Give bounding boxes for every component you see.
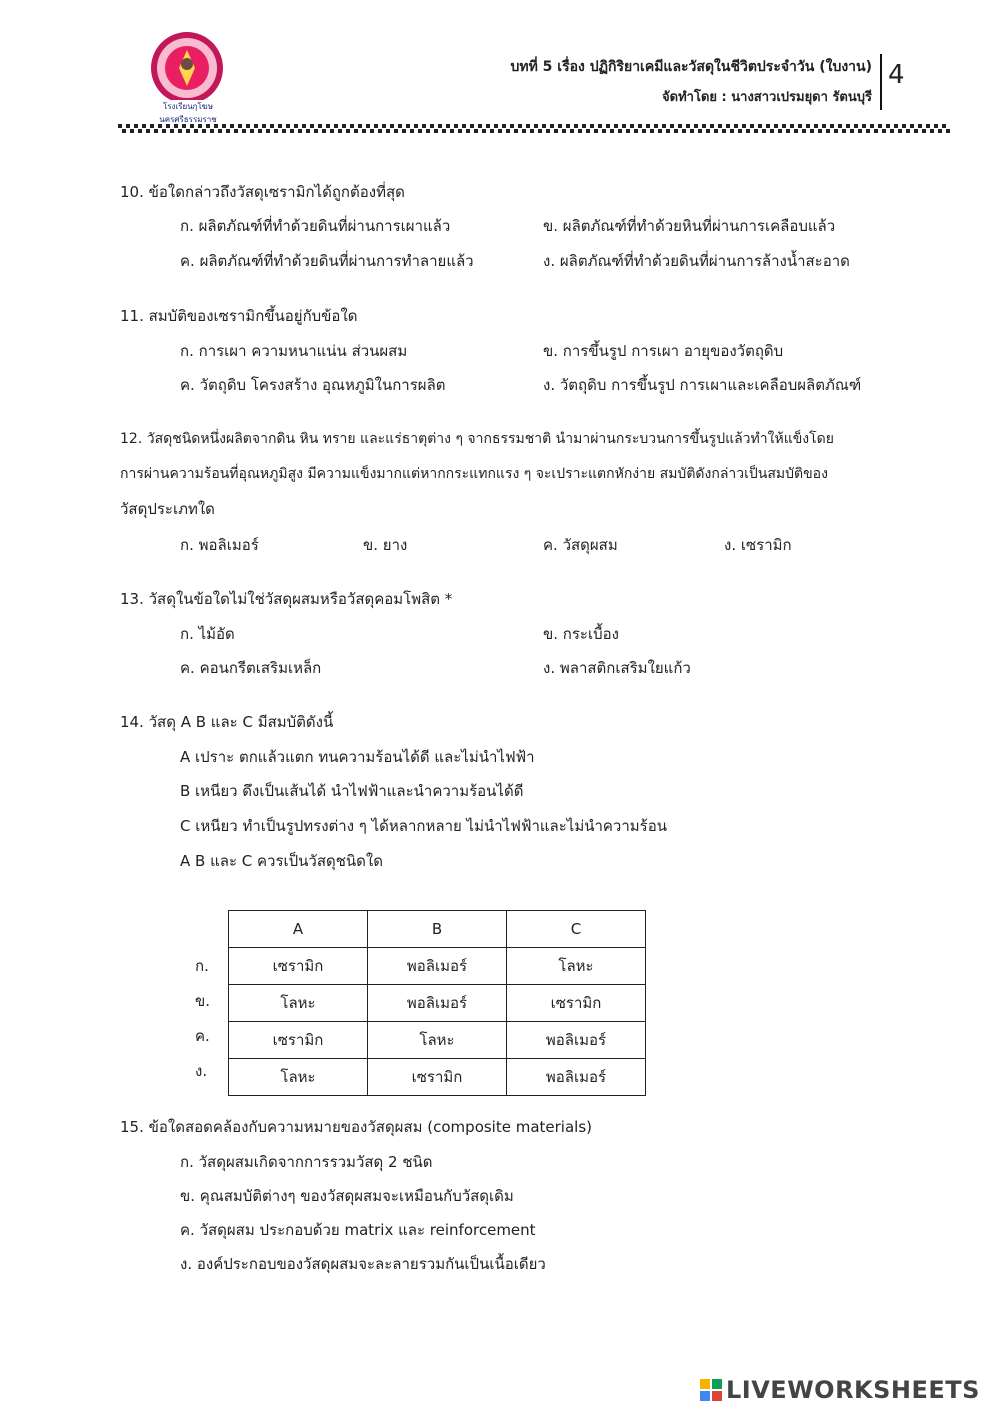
q15-option-d: ง. องค์ประกอบของวัสดุผสมจะละลายรวมกันเป็นเนื้อเดียว — [180, 1255, 546, 1273]
q10-option-b: ข. ผลิตภัณฑ์ที่ทำด้วยหินที่ผ่านการเคลือบแล้ว — [543, 217, 836, 235]
q10-option-a: ก. ผลิตภัณฑ์ที่ทำด้วยดินที่ผ่านการเผาแล้ว — [180, 217, 451, 235]
q13-option-b: ข. กระเบื้อง — [543, 625, 619, 643]
header-separator — [880, 54, 882, 110]
table-header-b: B — [368, 911, 507, 948]
worksheet-title: บทที่ 5 เรื่อง ปฏิกิริยาเคมีและวัสดุในชีวิตประจำวัน (ใบงาน) — [510, 59, 872, 75]
q11-option-a: ก. การเผา ความหนาแน่น ส่วนผสม — [180, 342, 408, 360]
q14-property-b: B เหนียว ดึงเป็นเส้นได้ นำไฟฟ้าและนำความร้อนได้ดี — [180, 782, 524, 800]
author-line: จัดทำโดย : นางสาวเปรมยุดา รัตนบุรี — [662, 90, 872, 105]
question-12-line-1: 12. วัสดุชนิดหนึ่งผลิตจากดิน หิน ทราย และแร่ธาตุต่าง ๆ จากธรรมชาติ นำมาผ่านกระบวนการขึ้นรูปแล้วทำให้แข็งโดย — [120, 431, 834, 447]
q13-option-a: ก. ไม้อัด — [180, 625, 235, 643]
table-cell: เซรามิก — [368, 1059, 507, 1096]
school-logo — [133, 30, 241, 110]
liveworksheets-brand: LIVEWORKSHEETS — [726, 1376, 980, 1404]
table-row — [229, 1022, 646, 1059]
table-cell: เซรามิก — [507, 985, 646, 1022]
table-header-row — [229, 911, 646, 948]
table-row — [229, 985, 646, 1022]
q11-option-c: ค. วัตถุดิบ โครงสร้าง อุณหภูมิในการผลิต — [180, 376, 446, 394]
table-cell: โลหะ — [229, 1059, 368, 1096]
q12-option-d: ง. เซรามิก — [724, 536, 792, 554]
question-12-line-3: วัสดุประเภทใด — [120, 500, 215, 518]
q14-answer-table — [228, 910, 646, 1096]
table-cell: โลหะ — [368, 1022, 507, 1059]
table-cell: พอลิเมอร์ — [368, 948, 507, 985]
question-14-stem: 14. วัสดุ A B และ C มีสมบัติดังนี้ — [120, 713, 334, 731]
table-cell: พอลิเมอร์ — [507, 1022, 646, 1059]
page-number: 4 — [888, 60, 905, 90]
q10-option-d: ง. ผลิตภัณฑ์ที่ทำด้วยดินที่ผ่านการล้างน้ำสะอาด — [543, 252, 850, 270]
table-row-label: ค. — [195, 1027, 210, 1045]
table-row-label: ง. — [195, 1062, 208, 1080]
table-row — [229, 1059, 646, 1096]
liveworksheets-logo-icon — [700, 1379, 722, 1401]
question-15-stem: 15. ข้อใดสอดคล้องกับความหมายของวัสดุผสม (composite materials) — [120, 1118, 593, 1136]
q12-option-c: ค. วัสดุผสม — [543, 536, 618, 554]
table-row-label: ข. — [195, 992, 211, 1010]
table-row-label: ก. — [195, 957, 209, 975]
q14-question: A B และ C ควรเป็นวัสดุชนิดใด — [180, 852, 383, 870]
table-cell: พอลิเมอร์ — [507, 1059, 646, 1096]
q10-option-c: ค. ผลิตภัณฑ์ที่ทำด้วยดินที่ผ่านการทำลายแล้ว — [180, 252, 474, 270]
q14-property-a: A เปราะ ตกแล้วแตก ทนความร้อนได้ดี และไม่นำไฟฟ้า — [180, 748, 535, 766]
q15-option-a: ก. วัสดุผสมเกิดจากการรวมวัสดุ 2 ชนิด — [180, 1153, 433, 1171]
table-header-a: A — [229, 911, 368, 948]
q13-option-d: ง. พลาสติกเสริมใยแก้ว — [543, 659, 691, 677]
table-header-c: C — [507, 911, 646, 948]
header-divider — [118, 124, 950, 134]
table-cell: เซรามิก — [229, 948, 368, 985]
table-row — [229, 948, 646, 985]
question-13-stem: 13. วัสดุในข้อใดไม่ใช่วัสดุผสมหรือวัสดุคอมโพสิต * — [120, 590, 453, 608]
q13-option-c: ค. คอนกรีตเสริมเหล็ก — [180, 659, 322, 677]
table-cell: โลหะ — [229, 985, 368, 1022]
question-11-stem: 11. สมบัติของเซรามิกขึ้นอยู่กับข้อใด — [120, 307, 358, 325]
logo-caption: โรงเรียนกุโฆษ นครศรีธรรมราช — [159, 102, 217, 124]
q15-option-c: ค. วัสดุผสม ประกอบด้วย matrix และ reinforcement — [180, 1221, 536, 1239]
q11-option-b: ข. การขึ้นรูป การเผา อายุของวัตถุดิบ — [543, 342, 784, 360]
table-cell: เซรามิก — [229, 1022, 368, 1059]
table-cell: โลหะ — [507, 948, 646, 985]
question-12-line-2: การผ่านความร้อนที่อุณหภูมิสูง มีความแข็งมากแต่หากกระแทกแรง ๆ จะเปราะแตกหักง่าย สมบัติดังกล่าวเป็นสมบัติของ — [120, 466, 828, 482]
q14-property-c: C เหนียว ทำเป็นรูปทรงต่าง ๆ ได้หลากหลาย ไม่นำไฟฟ้าและไม่นำความร้อน — [180, 817, 667, 835]
q12-option-a: ก. พอลิเมอร์ — [180, 536, 259, 554]
question-10-stem: 10. ข้อใดกล่าวถึงวัสดุเซรามิกได้ถูกต้องที่สุด — [120, 183, 405, 201]
q12-option-b: ข. ยาง — [363, 536, 408, 554]
q11-option-d: ง. วัตถุดิบ การขึ้นรูป การเผาและเคลือบผลิตภัณฑ์ — [543, 376, 862, 394]
q15-option-b: ข. คุณสมบัติต่างๆ ของวัสดุผสมจะเหมือนกับวัสดุเดิม — [180, 1187, 514, 1205]
table-cell: พอลิเมอร์ — [368, 985, 507, 1022]
